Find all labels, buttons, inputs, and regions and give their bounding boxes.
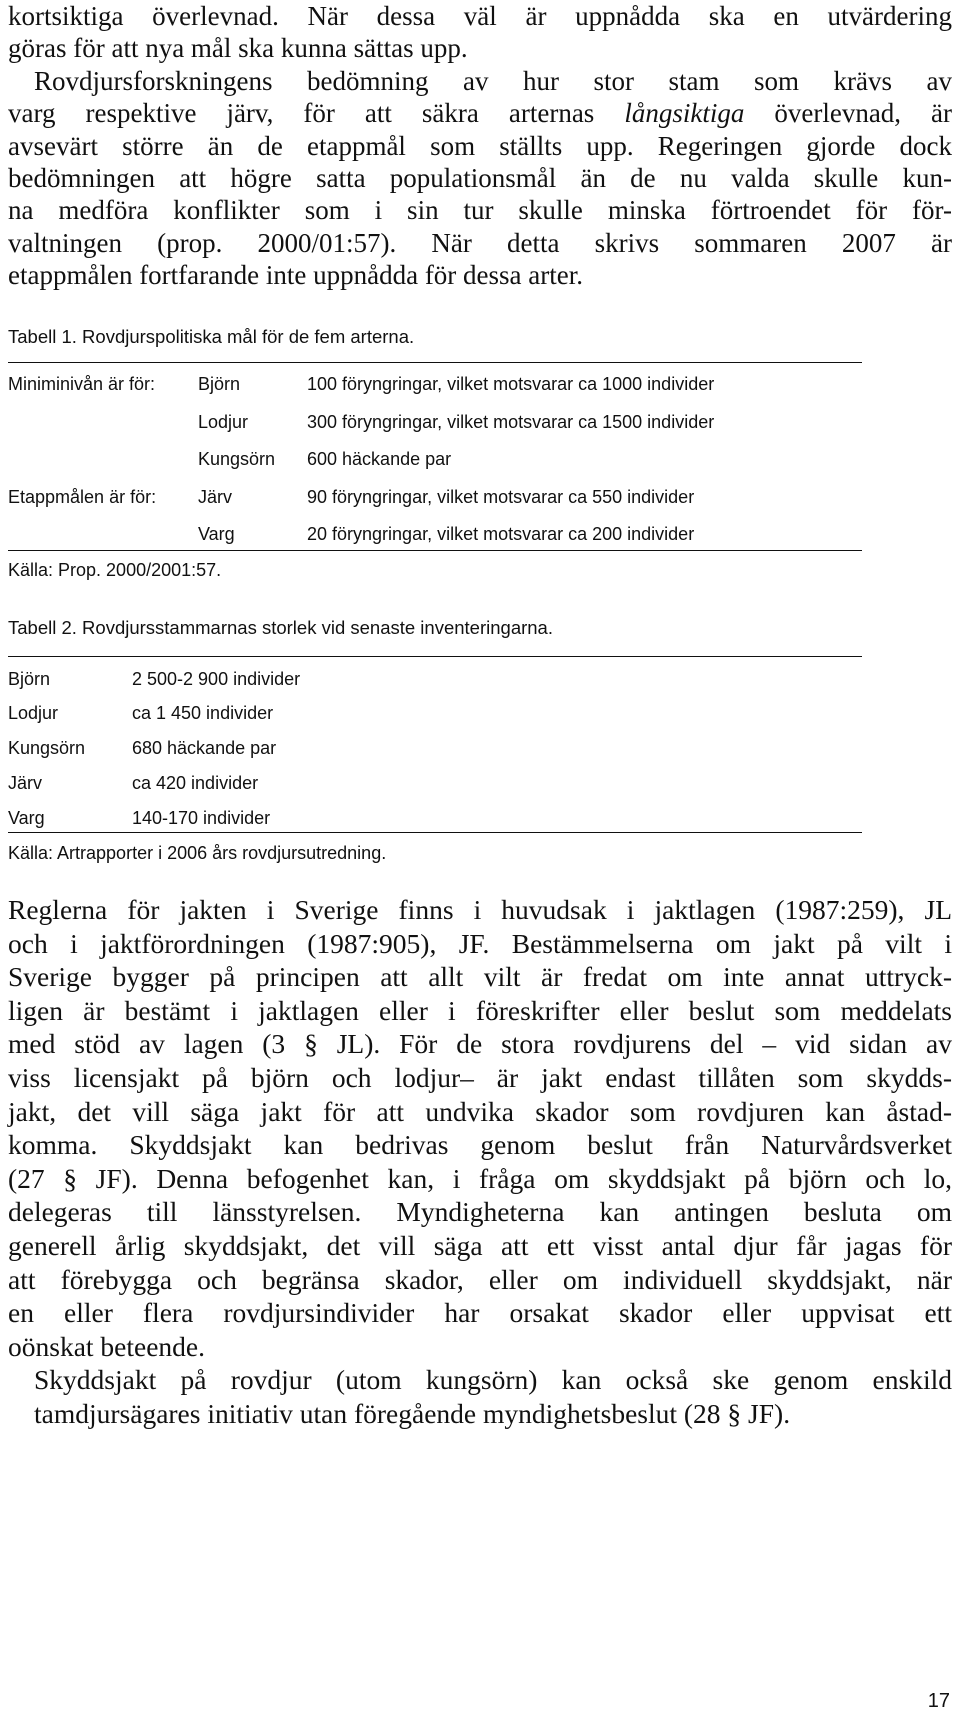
table1-source: Källa: Prop. 2000/2001:57. [8, 560, 222, 580]
intro-line: etappmålen fortfarande inte uppnådda för dessa arter. [8, 260, 583, 291]
body-line: Sverige bygger på principen att allt vilt är fredat om inte annat uttryck- [8, 961, 952, 993]
body-line: generell årlig skyddsjakt, det vill säga att ett visst antal djur får jagas för [8, 1229, 952, 1261]
intro-line-text: Rovdjursforskningens bedömning av hur stor stam som krävs av [34, 65, 952, 96]
intro-line-mixed [8, 97, 952, 129]
intro-line: kortsiktiga överlevnad. När dessa väl är uppnådda ska en utvärdering [8, 1, 952, 31]
intro-line-text: varg respektive järv, för att säkra arternas [8, 98, 595, 129]
table2-size: 680 häckande par [132, 738, 277, 758]
table2-size: 2 500-2 900 individer [132, 669, 301, 689]
body-line: (27 § JF). Denna befogenhet kan, i fråga om skyddsjakt på björn och lo, [8, 1162, 952, 1194]
intro-line: bedömningen att högre satta populationsmål än de nu valda skulle kun- [8, 162, 952, 193]
table2-source: Källa: Artrapporter i 2006 års rovdjursutredning. [8, 843, 387, 863]
body-line: Skyddsjakt på rovdjur (utom kungsörn) kan också ske genom enskild [34, 1364, 952, 1396]
intro-line-text: överlevnad, är [774, 98, 953, 129]
table1-species: Järv [198, 487, 233, 507]
table2-top-rule [8, 656, 862, 657]
body-line: tamdjursägares initiativ utan föregående myndighetsbeslut (28 § JF). [34, 1397, 791, 1429]
intro-line: na medföra konflikter som i sin tur skulle minska förtroendet för för- [8, 195, 952, 226]
table1-target: 100 föryngringar, vilket motsvarar ca 1000 individer [307, 374, 715, 394]
page-number: 17 [927, 1690, 950, 1712]
table2-species: Björn [8, 669, 51, 689]
body-line: komma. Skyddsjakt kan bedrivas genom beslut från Naturvårdsverket [8, 1129, 952, 1161]
body-line: och i jaktförordningen (1987:905), JF. Bestämmelserna om jakt på vilt i [8, 927, 952, 959]
table1-species: Varg [198, 524, 235, 544]
table2-size: 140-170 individer [132, 808, 271, 828]
table1-species: Kungsörn [198, 449, 276, 469]
table2-species: Järv [8, 773, 43, 793]
table1-species: Lodjur [198, 412, 249, 432]
table2-size: ca 1 450 individer [132, 703, 274, 723]
intro-italic-word: långsiktiga [624, 98, 745, 129]
table1-species: Björn [198, 374, 241, 394]
body-line: med stöd av lagen (3 § JL). För de stora rovdjurens del – vid sidan av [8, 1028, 952, 1060]
table1-target: 600 häckande par [307, 449, 452, 469]
table1-group: Etappmålen är för: [8, 487, 157, 507]
body-line: ligen är bestämt i jaktlagen eller i föreskrifter eller beslut som meddelats [8, 994, 952, 1026]
table2-species: Kungsörn [8, 738, 86, 758]
body-line: oönskat beteende. [8, 1330, 206, 1362]
body-paragraph [8, 893, 952, 1431]
table2-bottom-rule [8, 832, 862, 833]
table1-target: 20 föryngringar, vilket motsvarar ca 200 individer [307, 524, 695, 544]
intro-line [8, 65, 952, 97]
intro-line: valtningen (prop. 2000/01:57). När detta skrivs sommaren 2007 är [8, 227, 952, 258]
table1-bottom-rule [8, 550, 862, 551]
body-line: jakt, det vill säga jakt för att undvika skador som rovdjuren kan åstad- [8, 1095, 952, 1127]
intro-line: avsevärt större än de etappmål som ställts upp. Regeringen gjorde dock [8, 130, 952, 161]
body-line: viss licensjakt på björn och lodjur– är jakt endast tillåten som skydds- [8, 1061, 952, 1093]
table1-target: 90 föryngringar, vilket motsvarar ca 550 individer [307, 487, 695, 507]
table1-top-rule [8, 362, 862, 363]
table2-caption: Tabell 2. Rovdjursstammarnas storlek vid senaste inventeringarna. [8, 617, 553, 638]
table2-species: Varg [8, 808, 45, 828]
table2-species: Lodjur [8, 703, 59, 723]
table2-size: ca 420 individer [132, 773, 259, 793]
body-line: Reglerna för jakten i Sverige finns i huvudsak i jaktlagen (1987:259), JL [8, 894, 952, 925]
intro-paragraph [8, 0, 952, 292]
table1-caption: Tabell 1. Rovdjurspolitiska mål för de fem arterna. [8, 326, 415, 347]
body-line: en eller flera rovdjursindivider har orsakat skador eller uppvisat ett [8, 1297, 952, 1329]
body-line: att förebygga och begränsa skador, eller om individuell skyddsjakt, när [8, 1263, 952, 1295]
body-line: delegeras till länsstyrelsen. Myndigheterna kan antingen besluta om [8, 1196, 952, 1228]
table1-group: Miniminivån är för: [8, 374, 156, 394]
intro-line: göras för att nya mål ska kunna sättas upp. [8, 33, 468, 64]
table1-target: 300 föryngringar, vilket motsvarar ca 1500 individer [307, 412, 715, 432]
